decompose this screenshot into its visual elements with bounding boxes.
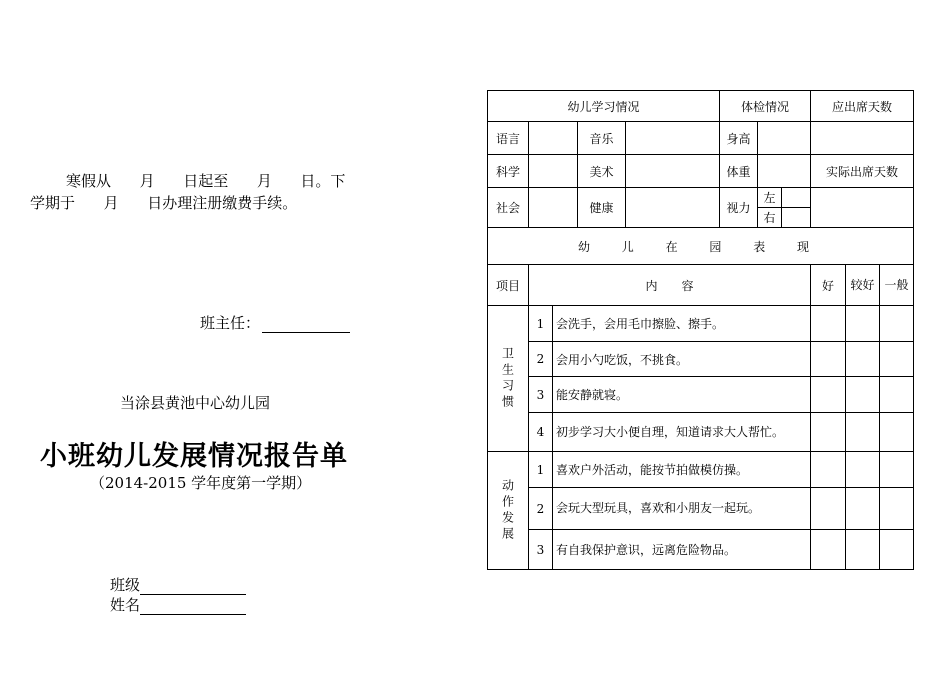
- school-name: 当涂县黄池中心幼儿园: [120, 394, 271, 412]
- attendance-due-label: 应出席天数: [811, 91, 914, 122]
- name-field: [110, 594, 246, 615]
- rating-good-cell[interactable]: [811, 530, 846, 570]
- item-text: 有自我保护意识，远离危险物品。: [553, 530, 811, 570]
- rating-normal-cell[interactable]: [880, 342, 914, 377]
- physical-height: 身高: [720, 122, 758, 155]
- col-good: 好: [811, 265, 846, 306]
- vision-left-value: [782, 188, 811, 208]
- subject-science-value: [529, 155, 578, 188]
- rating-good-cell[interactable]: [811, 488, 846, 530]
- report-title: 小班幼儿发展情况报告单: [40, 441, 348, 472]
- physical-vision: 视力: [720, 188, 758, 228]
- class-label: 班级: [110, 576, 141, 594]
- physical-height-value: [758, 122, 811, 155]
- name-blank-line: [140, 598, 246, 615]
- teacher-signature: [200, 312, 350, 333]
- class-field: [110, 574, 246, 595]
- col-content: 内 容: [529, 265, 811, 306]
- vision-right-value: [782, 208, 811, 228]
- report-subtitle: （2014-2015 学年度第一学期）: [90, 474, 312, 492]
- item-number: 1: [529, 306, 553, 342]
- subject-science: 科学: [488, 155, 529, 188]
- name-label: 姓名: [110, 596, 141, 614]
- rating-normal-cell[interactable]: [880, 377, 914, 413]
- rating-good-cell[interactable]: [811, 452, 846, 488]
- teacher-label: 班主任：: [200, 314, 261, 332]
- item-text: 会玩大型玩具，喜欢和小朋友一起玩。: [553, 488, 811, 530]
- vision-left-label: 左: [758, 188, 782, 208]
- subject-language: 语言: [488, 122, 529, 155]
- rating-better-cell[interactable]: [846, 488, 880, 530]
- notice-line-2: 学期于 月 日办理注册缴费手续。: [30, 194, 298, 212]
- notice-line-1: 寒假从 月 日起至 月 日。下: [66, 172, 346, 190]
- attendance-actual-label: 实际出席天数: [811, 155, 914, 188]
- rating-normal-cell[interactable]: [880, 413, 914, 452]
- rating-better-cell[interactable]: [846, 306, 880, 342]
- subject-health-value: [626, 188, 720, 228]
- subject-art-value: [626, 155, 720, 188]
- item-text: 会洗手，会用毛巾擦脸、擦手。: [553, 306, 811, 342]
- rating-good-cell[interactable]: [811, 377, 846, 413]
- attendance-actual-value: [811, 188, 914, 228]
- rating-better-cell[interactable]: [846, 413, 880, 452]
- group-hygiene: [488, 306, 529, 452]
- item-text: 能安静就寝。: [553, 377, 811, 413]
- rating-normal-cell[interactable]: [880, 452, 914, 488]
- physical-weight: 体重: [720, 155, 758, 188]
- rating-normal-cell[interactable]: [880, 488, 914, 530]
- rating-good-cell[interactable]: [811, 342, 846, 377]
- rating-better-cell[interactable]: [846, 342, 880, 377]
- subject-social-value: [529, 188, 578, 228]
- item-number: 3: [529, 377, 553, 413]
- item-text: 喜欢户外活动，能按节拍做模仿操。: [553, 452, 811, 488]
- group-motor-label: 动作发展: [500, 478, 515, 543]
- physical-weight-value: [758, 155, 811, 188]
- teacher-signature-line: [262, 316, 350, 333]
- group-motor: [488, 452, 529, 570]
- rating-normal-cell[interactable]: [880, 530, 914, 570]
- rating-good-cell[interactable]: [811, 413, 846, 452]
- subject-health: 健康: [578, 188, 626, 228]
- physical-header: 体检情况: [720, 91, 811, 122]
- col-better: 较好: [846, 265, 880, 306]
- subject-music: 音乐: [578, 122, 626, 155]
- item-number: 3: [529, 530, 553, 570]
- item-number: 2: [529, 488, 553, 530]
- report-table: [487, 90, 914, 570]
- item-number: 2: [529, 342, 553, 377]
- item-number: 1: [529, 452, 553, 488]
- subject-music-value: [626, 122, 720, 155]
- vision-right-label: 右: [758, 208, 782, 228]
- rating-normal-cell[interactable]: [880, 306, 914, 342]
- item-number: 4: [529, 413, 553, 452]
- item-text: 会用小勺吃饭，不挑食。: [553, 342, 811, 377]
- group-hygiene-label: 卫生习惯: [500, 346, 515, 411]
- subject-language-value: [529, 122, 578, 155]
- col-normal: 一般: [880, 265, 914, 306]
- rating-good-cell[interactable]: [811, 306, 846, 342]
- study-header: 幼儿学习情况: [488, 91, 720, 122]
- col-item: 项目: [488, 265, 529, 306]
- subject-art: 美术: [578, 155, 626, 188]
- rating-better-cell[interactable]: [846, 377, 880, 413]
- class-blank-line: [140, 578, 246, 595]
- performance-header: 幼 儿 在 园 表 现: [488, 228, 914, 265]
- attendance-due-value: [811, 122, 914, 155]
- item-text: 初步学习大小便自理，知道请求大人帮忙。: [553, 413, 811, 452]
- rating-better-cell[interactable]: [846, 452, 880, 488]
- subject-social: 社会: [488, 188, 529, 228]
- rating-better-cell[interactable]: [846, 530, 880, 570]
- holiday-notice: [30, 170, 430, 214]
